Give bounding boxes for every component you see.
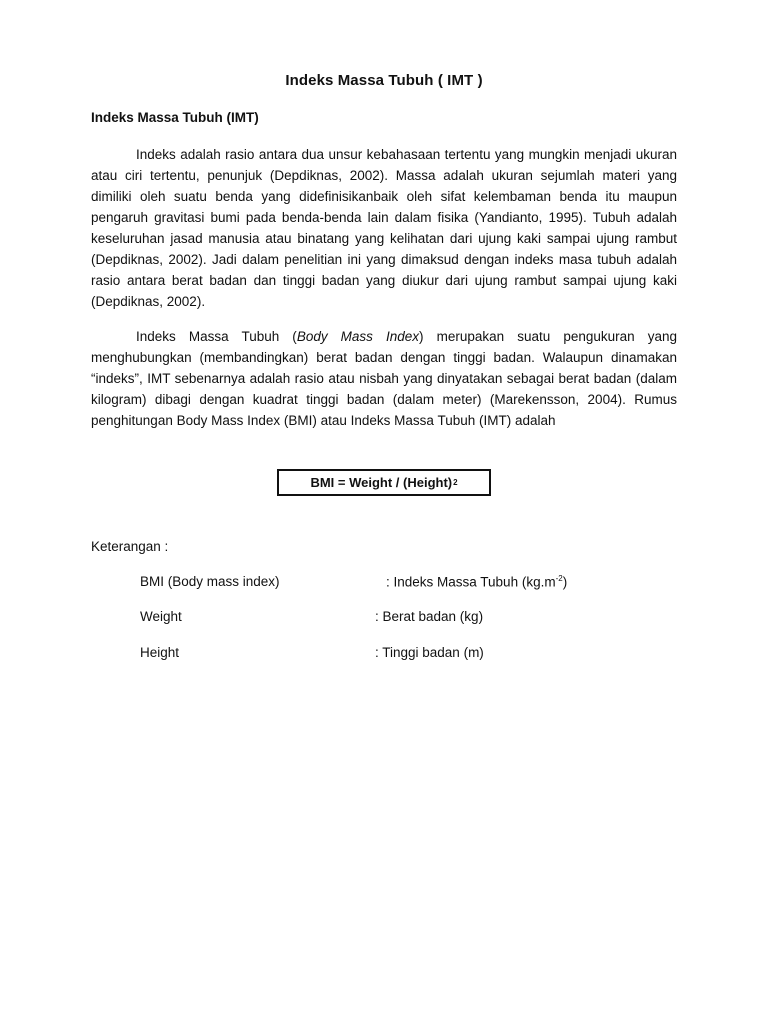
legend-definition-text: : Indeks Massa Tubuh (kg.m bbox=[386, 574, 556, 590]
keterangan-label: Keterangan : bbox=[91, 539, 169, 554]
section-heading: Indeks Massa Tubuh (IMT) bbox=[91, 110, 259, 125]
legend-definition bbox=[386, 574, 567, 590]
formula-text: BMI = Weight / (Height) bbox=[310, 475, 453, 490]
legend-row-weight bbox=[0, 609, 768, 629]
paragraph-bmi-italic: Body Mass Index bbox=[296, 329, 420, 344]
legend-definition: : Tinggi badan (m) bbox=[375, 645, 484, 660]
legend-term: BMI (Body mass index) bbox=[140, 574, 280, 589]
paragraph-bmi-text-before: Indeks Massa Tubuh ( bbox=[136, 329, 297, 344]
document-title: Indeks Massa Tubuh ( IMT ) bbox=[285, 72, 483, 89]
formula-exponent: 2 bbox=[453, 478, 458, 487]
legend-definition-suffix: ) bbox=[562, 574, 568, 590]
legend-row-height bbox=[0, 645, 768, 665]
paragraph-bmi-text-after: ) merupakan suatu pengukuran yang menghubungkan (membandingkan) berat badan dengan tinggi badan. Walaupun dinamakan “indeks”, IMT sebenarnya adalah rasio atau nisbah yang dinyatakan sebagai berat badan (dalam kilogram) dibagi dengan kuadrat tinggi badan (dalam meter) (Marekensson, 2004). Rumus penghitungan Body Mass Index (BMI) atau Indeks Massa Tubuh (IMT) adalah bbox=[91, 329, 677, 428]
legend-definition: : Berat badan (kg) bbox=[375, 609, 484, 624]
legend-term: Weight bbox=[140, 609, 182, 624]
legend-row-bmi bbox=[0, 574, 768, 594]
bmi-formula-box bbox=[277, 469, 491, 496]
paragraph-definition: Indeks adalah rasio antara dua unsur kebahasaan tertentu yang mungkin menjadi ukuran atau ciri tertentu, penunjuk (Depdiknas, 2002). Massa adalah ukuran sejumlah materi yang dimiliki oleh suatu benda yang didefinisikanbaik oleh sifat kelembaman benda itu maupun pengaruh gravitasi bumi pada benda-benda lain dalam fisika (Yandianto, 1995). Tubuh adalah keseluruhan jasad manusia atau binatang yang kelihatan dari ujung kaki sampai ujung rambut (Depdiknas, 2002). Jadi dalam penelitian ini yang dimaksud dengan indeks masa tubuh adalah rasio antara berat badan dan tinggi badan yang diukur dari ujung rambut sampai ujung kaki (Depdiknas, 2002). bbox=[91, 147, 677, 309]
legend-definition-exponent: -2 bbox=[555, 574, 563, 583]
legend-term: Height bbox=[140, 645, 180, 660]
paragraph-bmi bbox=[91, 326, 677, 431]
